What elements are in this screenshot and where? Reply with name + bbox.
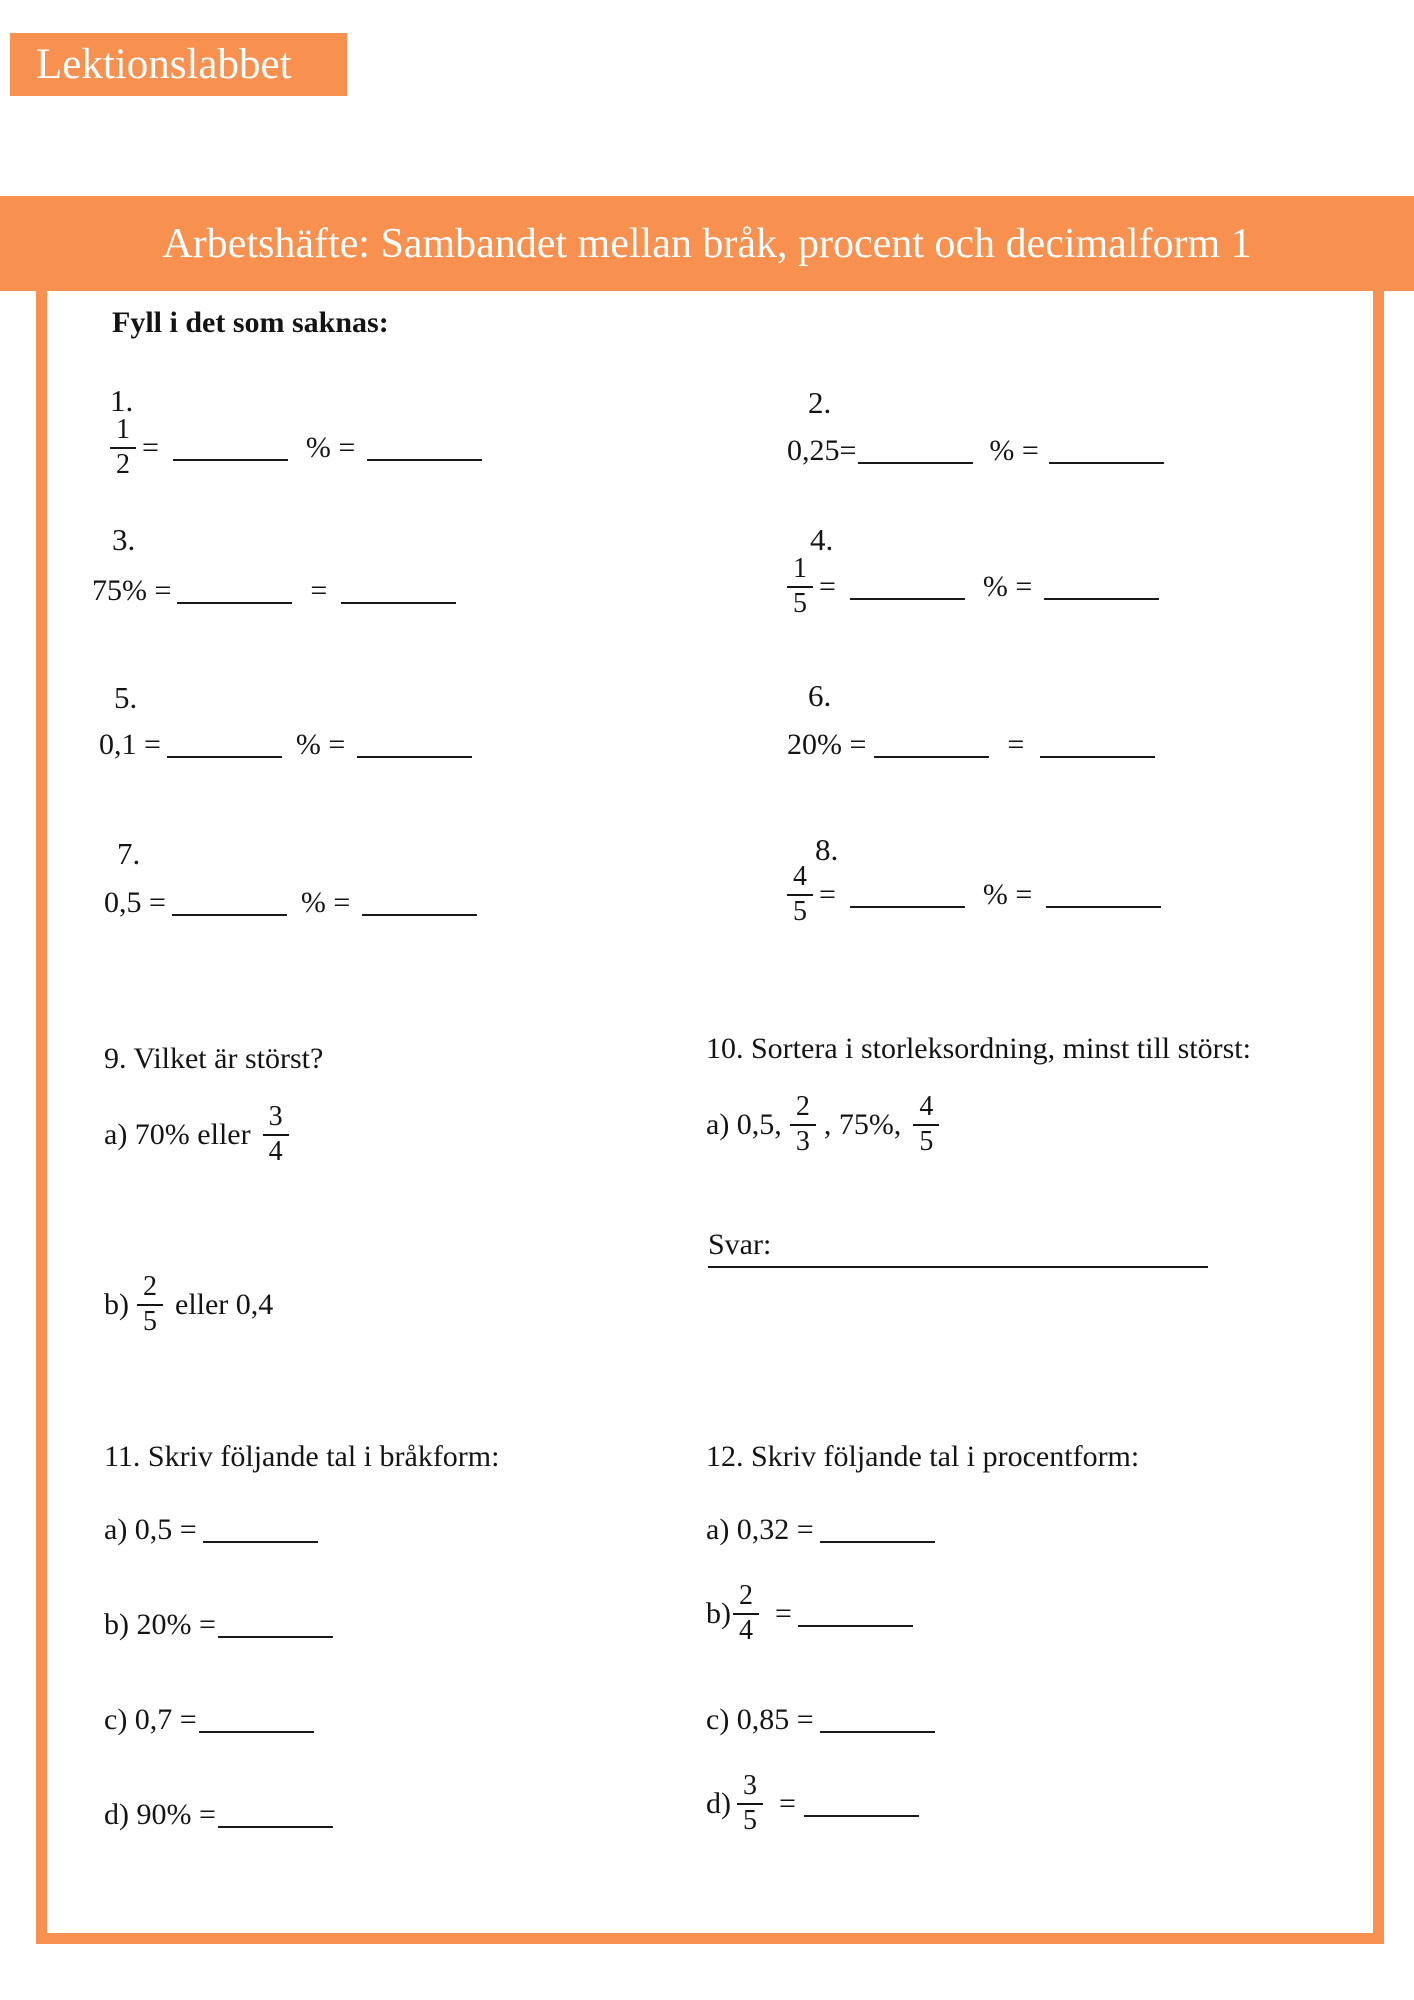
question-9b-text: b) [104,1288,129,1321]
fraction-denominator: 3 [795,1126,810,1157]
answer-blank [362,914,477,916]
question-11d [104,1790,333,1840]
svar-label: Svar: [708,1228,772,1261]
exercise-2-equation [787,420,1164,482]
answer-blank [177,602,292,604]
answer-blank [173,459,288,461]
question-11d-text: d) 90% = [104,1798,216,1831]
fraction-numerator: 1 [110,415,136,449]
exercise-6-equation [787,714,1155,776]
exercise-8-equation [787,861,1161,927]
percent-equals: % = [295,728,346,761]
question-10a [706,1088,939,1162]
decimal-lead: 0,5 = [104,886,166,919]
answer-blank [218,1826,333,1828]
fraction-denominator: 4 [268,1136,283,1167]
question-10-title: 10. Sortera i storleksordning, minst till störst: [706,1032,1251,1065]
fraction-numerator: 3 [263,1102,289,1136]
answer-blank [874,756,989,758]
fraction-numerator: 2 [733,1581,759,1615]
answer-blank [167,756,282,758]
fraction-one-fifth [787,554,813,620]
answer-blank [1049,462,1164,464]
answer-blank [850,906,965,908]
answer-blank [218,1636,333,1638]
fraction-numerator: 4 [913,1092,939,1126]
answer-blank [798,1625,913,1627]
fraction-four-fifths [787,862,813,928]
answer-blank [850,598,965,600]
fraction-two-thirds [790,1092,816,1158]
instruction-heading: Fyll i det som saknas: [112,306,389,339]
fraction-three-quarters [263,1102,289,1168]
worksheet-title: Arbetshäfte: Sambandet mellan bråk, procent och decimalform 1 [162,220,1252,267]
equals-sign: = [310,574,328,607]
fraction-three-fifths [737,1771,763,1837]
question-9-title: 9. Vilket är störst? [104,1042,324,1075]
answer-line [708,1228,1208,1268]
equals-sign: = [142,431,159,464]
exercise-2-number: 2. [808,385,832,420]
percent-equals: % = [305,431,356,464]
fraction-numerator: 3 [737,1771,763,1805]
answer-blank [367,459,482,461]
fraction-numerator: 4 [787,862,813,896]
answer-blank [357,756,472,758]
answer-blank [858,462,973,464]
percent-equals: % = [982,570,1033,603]
exercise-1-equation [110,414,482,480]
exercise-7-number: 7. [117,836,141,871]
equals-sign: = [819,878,836,911]
question-9b-tail: eller 0,4 [175,1288,274,1321]
answer-blank [341,602,456,604]
fraction-numerator: 2 [790,1092,816,1126]
equals-sign: = [775,1597,792,1630]
answer-blank [820,1731,935,1733]
fraction-one-half [110,415,136,481]
percent-equals: % = [300,886,351,919]
percent-lead: 75% = [92,574,172,607]
percent-equals: % = [982,878,1033,911]
question-12d [706,1767,919,1841]
question-9b [104,1268,273,1342]
question-12a [706,1505,935,1555]
fraction-denominator: 4 [739,1615,753,1646]
exercise-5-equation [99,714,472,776]
question-12a-text: a) 0,32 = [706,1513,814,1546]
question-11-title: 11. Skriv följande tal i bråkform: [104,1440,500,1473]
exercise-4-number: 4. [810,522,834,557]
exercise-6-number: 6. [808,678,832,713]
question-11c [104,1695,314,1745]
decimal-lead: 0,25= [787,434,857,467]
equals-sign: = [819,570,836,603]
worksheet-banner [0,196,1414,291]
question-12d-text: d) [706,1787,731,1820]
fraction-four-fifths [913,1092,939,1158]
percent-lead: 20% = [787,728,867,761]
equals-sign: = [1007,728,1025,761]
decimal-lead: 0,1 = [99,728,161,761]
question-12c-text: c) 0,85 = [706,1703,814,1736]
question-9a [104,1098,289,1172]
question-12-title: 12. Skriv följande tal i procentform: [706,1440,1140,1473]
answer-blank [804,1815,919,1817]
answer-blank [820,1541,935,1543]
answer-blank [172,914,287,916]
fraction-numerator: 1 [787,554,813,588]
question-12c [706,1695,935,1745]
question-11a [104,1505,318,1555]
question-11c-text: c) 0,7 = [104,1703,197,1736]
question-11a-text: a) 0,5 = [104,1513,197,1546]
fraction-denominator: 5 [743,1805,757,1836]
answer-blank [1044,598,1159,600]
exercise-1-number: 1. [110,383,134,418]
question-12b [706,1577,913,1651]
question-10a-middle: , 75%, [823,1108,902,1141]
exercise-3-number: 3. [112,522,136,557]
fraction-denominator: 5 [793,896,807,927]
answer-blank [203,1541,318,1543]
question-11b-text: b) 20% = [104,1608,216,1641]
brand-logo: Lektionslabbet [10,33,347,96]
percent-equals: % = [989,434,1039,467]
fraction-denominator: 5 [919,1126,934,1157]
answer-blank [1040,756,1155,758]
fraction-denominator: 5 [793,588,807,619]
answer-blank [1046,906,1161,908]
exercise-3-equation [92,560,456,622]
question-12b-text: b) [706,1597,731,1630]
question-9a-text: a) 70% eller [104,1118,251,1151]
exercise-5-number: 5. [114,680,138,715]
exercise-8-number: 8. [815,832,839,867]
question-10a-text: a) 0,5, [706,1108,782,1141]
fraction-denominator: 2 [116,449,130,480]
question-11b [104,1600,333,1650]
exercise-4-equation [787,553,1159,619]
fraction-numerator: 2 [137,1272,163,1306]
exercise-7-equation [104,872,477,934]
fraction-two-quarters [733,1581,759,1647]
fraction-two-fifths [137,1272,163,1338]
answer-blank [199,1731,314,1733]
equals-sign: = [779,1787,796,1820]
fraction-denominator: 5 [143,1306,157,1337]
